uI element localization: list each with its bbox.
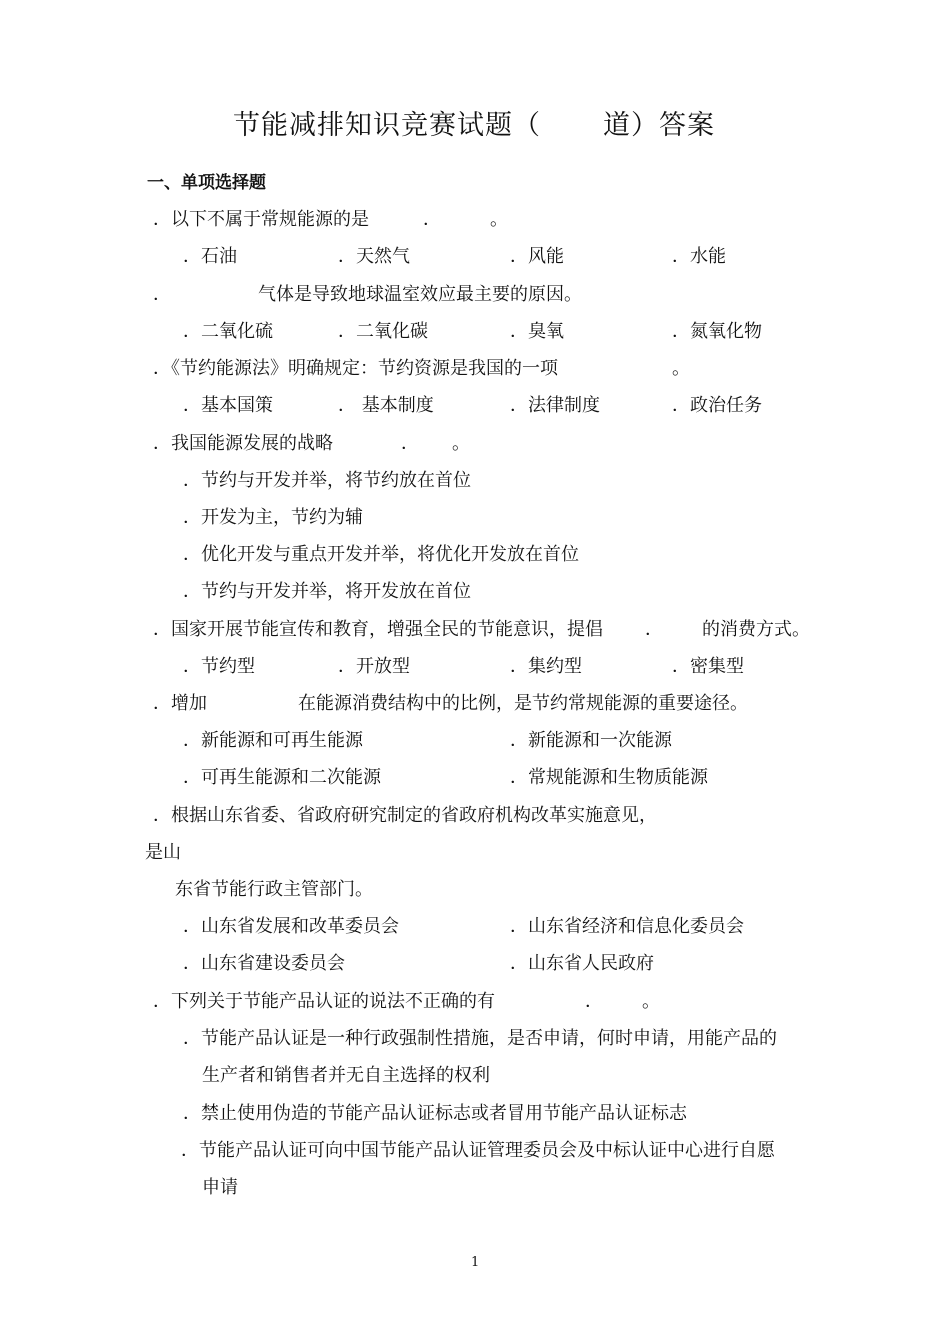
option: ．政治任务	[672, 395, 762, 416]
question-stem: ．《节约能源法》明确规定：节约资源是我国的一项	[153, 358, 558, 379]
option: ．新能源和可再生能源	[183, 730, 363, 751]
option: ．可再生能源和二次能源	[183, 767, 381, 788]
option: ．法律制度	[510, 395, 600, 416]
question-stem: ．	[585, 991, 603, 1012]
page-number: 1	[471, 1255, 480, 1270]
option: ．节约与开发并举，将节约放在首位	[183, 470, 471, 491]
question-stem: 。	[672, 358, 690, 379]
option: ．氮氧化物	[672, 321, 762, 342]
question-stem: ．我国能源发展的战略	[153, 433, 333, 454]
section-heading: 一、单项选择题	[147, 173, 266, 193]
option: ．山东省发展和改革委员会	[183, 916, 399, 937]
question-stem: 。	[642, 991, 660, 1012]
option: ．开发为主，节约为辅	[183, 507, 363, 528]
option: ．山东省经济和信息化委员会	[510, 916, 744, 937]
option: ． 基本制度	[338, 395, 434, 416]
option: ．禁止使用伪造的节能产品认证标志或者冒用节能产品认证标志	[183, 1103, 687, 1124]
question-stem: ．	[401, 433, 419, 454]
question-stem: ．根据山东省委、省政府研究制定的省政府机构改革实施意见，	[153, 805, 657, 826]
doc-title-left: 节能减排知识竞赛试题（	[233, 110, 541, 141]
question-stem: ．国家开展节能宣传和教育，增强全民的节能意识，提倡	[153, 619, 603, 640]
option-continuation: 申请	[202, 1177, 238, 1198]
option: ．石油	[183, 246, 237, 267]
option: ．风能	[510, 246, 564, 267]
option: ．水能	[672, 246, 726, 267]
option: ．节能产品认证可向中国节能产品认证管理委员会及中标认证中心进行自愿	[181, 1140, 775, 1161]
option: ．二氧化硫	[183, 321, 273, 342]
question-stem: ．	[645, 619, 663, 640]
question-stem: ．	[153, 284, 171, 305]
option: ．集约型	[510, 656, 582, 677]
question-stem: ．增加	[153, 693, 207, 714]
question-stem: 是山	[145, 842, 181, 863]
doc-title-right: 道）答案	[603, 110, 715, 141]
question-stem: ．	[423, 209, 441, 230]
question-stem: 东省节能行政主管部门。	[175, 879, 373, 900]
option-continuation: 生产者和销售者并无自主选择的权利	[202, 1065, 490, 1086]
option: ．常规能源和生物质能源	[510, 767, 708, 788]
option: ．节约型	[183, 656, 255, 677]
option: ．新能源和一次能源	[510, 730, 672, 751]
question-stem: 在能源消费结构中的比例，是节约常规能源的重要途径。	[298, 693, 748, 714]
question-stem: 的消费方式。	[702, 619, 810, 640]
option: ．开放型	[338, 656, 410, 677]
question-stem: 。	[490, 209, 508, 230]
option: ．优化开发与重点开发并举，将优化开发放在首位	[183, 544, 579, 565]
option: ．天然气	[338, 246, 410, 267]
question-stem: 。	[452, 433, 470, 454]
question-stem: ．下列关于节能产品认证的说法不正确的有	[153, 991, 495, 1012]
question-stem: ．以下不属于常规能源的是	[153, 209, 369, 230]
option: ．山东省人民政府	[510, 953, 654, 974]
option: ．臭氧	[510, 321, 564, 342]
option: ．节能产品认证是一种行政强制性措施，是否申请，何时申请，用能产品的	[183, 1028, 777, 1049]
option: ．密集型	[672, 656, 744, 677]
option: ．二氧化碳	[338, 321, 428, 342]
option: ．基本国策	[183, 395, 273, 416]
option: ．山东省建设委员会	[183, 953, 345, 974]
option: ．节约与开发并举，将开发放在首位	[183, 581, 471, 602]
question-stem: 气体是导致地球温室效应最主要的原因。	[258, 284, 582, 305]
